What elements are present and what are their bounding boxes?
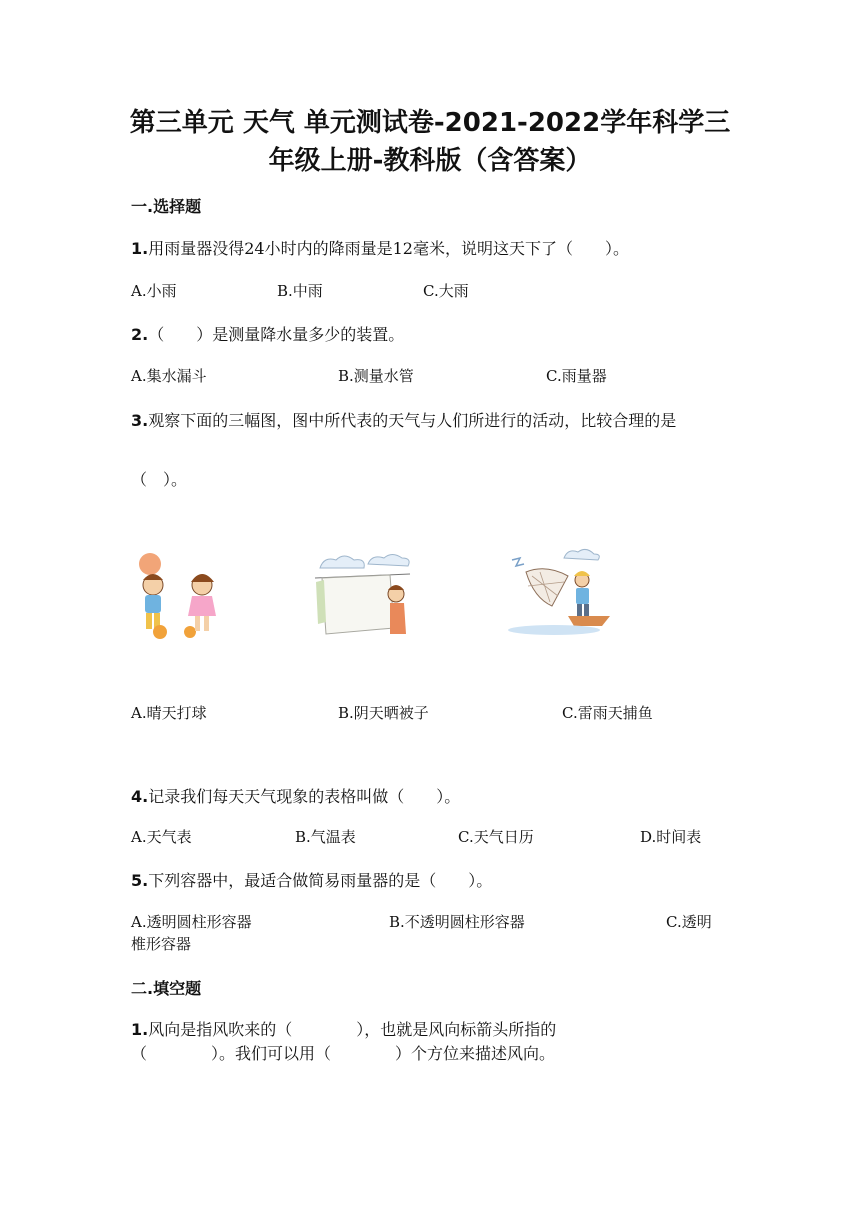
q3-option-b: B.阴天晒被子 [338,704,429,722]
question-number: 1. [131,239,149,258]
q4-option-a: A.天气表 [131,828,192,846]
q5-option-c: C.透明 [666,913,712,931]
q5-option-c-continued: 椎形容器 [131,935,192,953]
question-text: 用雨量器没得24小时内的降雨量是12毫米，说明这天下了（ ）。 [148,239,629,258]
fill-question-1 [131,1017,556,1040]
q1-option-b: B.中雨 [277,282,323,300]
question-3-blank: （ ）。 [131,470,188,489]
question-text: 下列容器中，最适合做简易雨量器的是（ ）。 [148,871,493,890]
q4-option-c: C.天气日历 [458,828,534,846]
question-number: 4. [131,787,149,806]
q5-option-b: B.不透明圆柱形容器 [389,913,525,931]
q4-option-d: D.时间表 [640,828,702,846]
q2-option-b: B.测量水管 [338,367,414,385]
sunny-ball-picture [128,548,228,643]
q2-option-a: A.集水漏斗 [131,367,207,385]
question-4 [131,784,460,807]
question-text: 风向是指风吹来的（ ），也就是风向标箭头所指的 [148,1020,557,1039]
question-number: 5. [131,871,149,890]
question-2 [131,322,404,345]
question-3 [131,408,676,431]
question-text: （ ）是测量降水量多少的装置。 [148,325,405,344]
storm-fishing-picture [506,546,616,638]
cloudy-quilt-picture [310,550,415,640]
question-text: 记录我们每天天气现象的表格叫做（ ）。 [148,787,461,806]
question-number: 2. [131,325,149,344]
page-title [100,104,760,180]
title-line-1: 第三单元 天气 单元测试卷-2021-2022学年科学三 [129,108,731,138]
q5-option-a: A.透明圆柱形容器 [131,913,252,931]
q2-option-c: C.雨量器 [546,367,607,385]
question-1 [131,236,629,259]
q1-option-a: A.小雨 [131,282,177,300]
question-5 [131,868,492,891]
q4-option-b: B.气温表 [295,828,356,846]
q3-option-a: A.晴天打球 [131,704,207,722]
question-number: 1. [131,1020,149,1039]
title-line-2: 年级上册-教科版（含答案） [268,146,592,176]
question-number: 3. [131,411,149,430]
q3-option-c: C.雷雨天捕鱼 [562,704,653,722]
section-heading-fill: 二.填空题 [131,979,202,998]
fill-question-1-continued: （ ）。我们可以用（ ）个方位来描述风向。 [131,1044,556,1063]
question-text: 观察下面的三幅图，图中所代表的天气与人们所进行的活动，比较合理的是 [148,411,677,430]
section-heading-choice: 一.选择题 [131,197,202,216]
q1-option-c: C.大雨 [423,282,469,300]
